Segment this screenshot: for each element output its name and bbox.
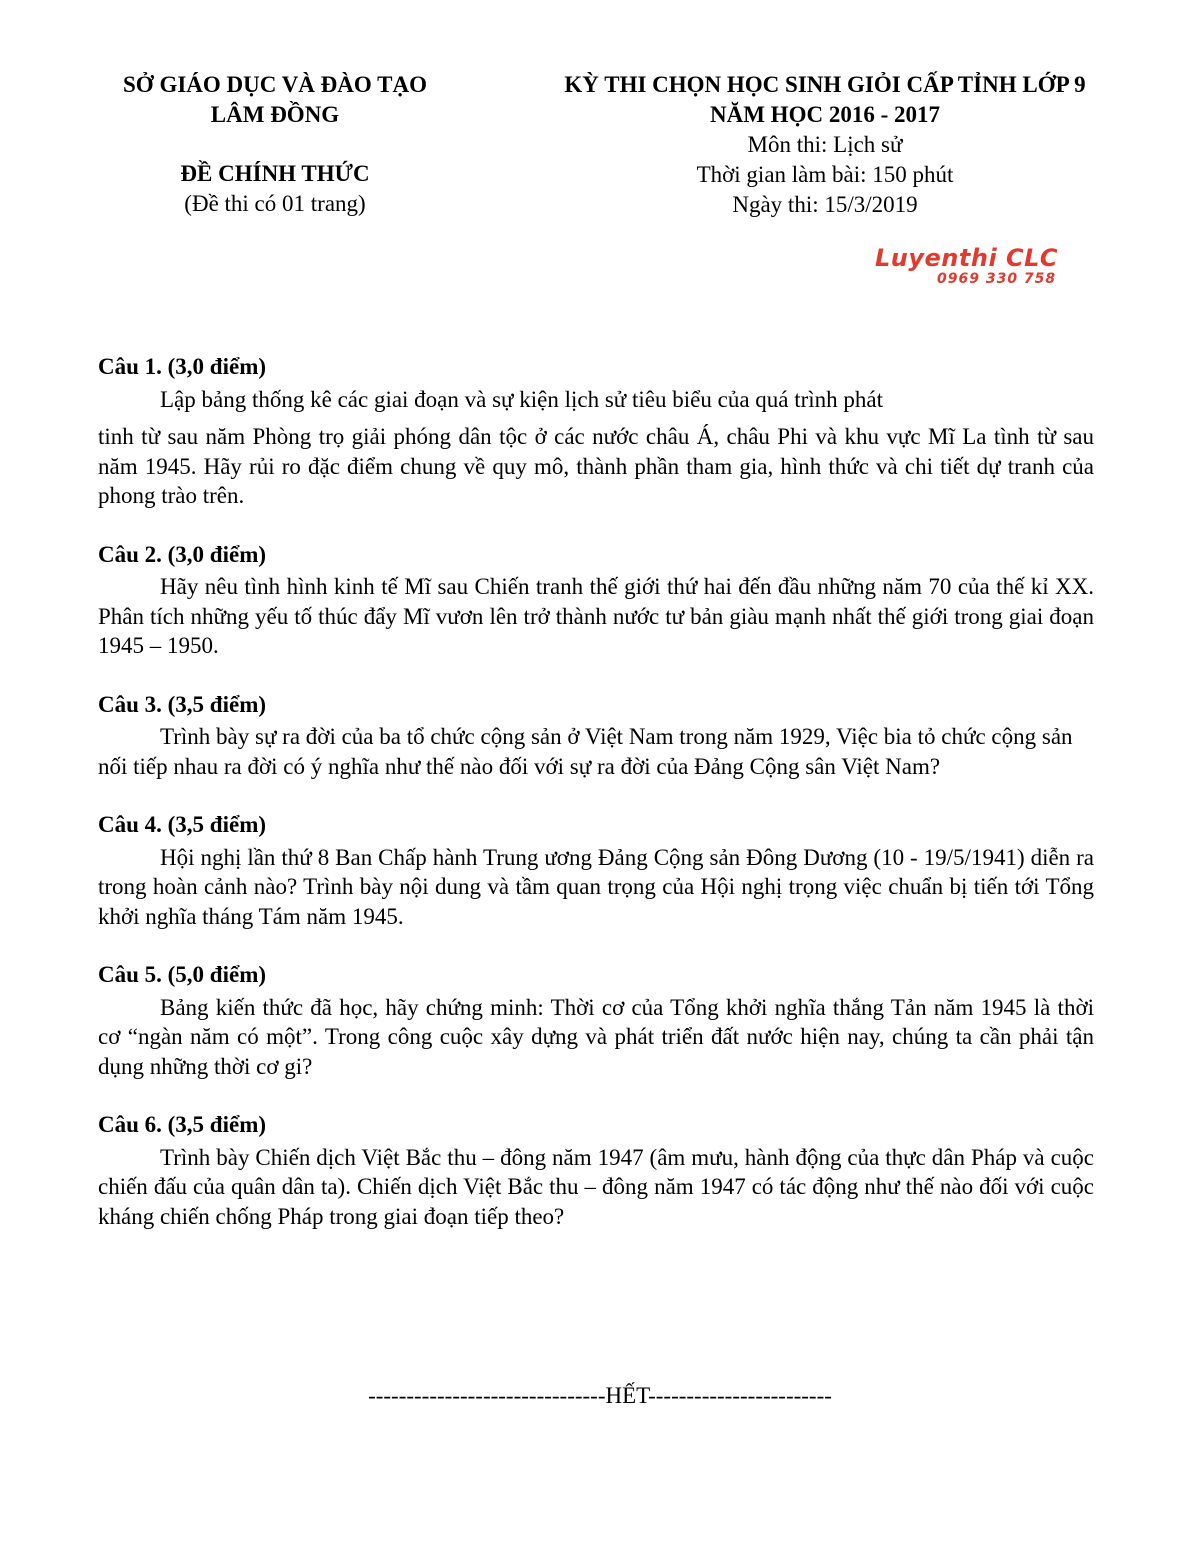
question-title: Câu 2. (3,0 điểm) [98, 541, 267, 567]
watermark-logo [875, 246, 1100, 286]
question-4 [98, 810, 1094, 931]
department-name-line2: LÂM ĐỒNG [210, 102, 340, 127]
question-body: Hãy nêu tình hình kinh tế Mĩ sau Chiến tranh thế giới thứ hai đến đầu những năm 70 của thế kỉ XX. Phân tích những yếu tố thúc đẩy Mĩ vươn lên trở thành nước tư bản giàu mạnh nhất thế giới trong giai đoạn 1945 – 1950. [98, 574, 1094, 658]
question-title: Câu 5. (5,0 điểm) [98, 962, 267, 987]
question-6 [98, 1110, 1094, 1231]
question-body: Trình bày Chiến dịch Việt Bắc thu – đông năm 1947 (âm mưu, hành động của thực dân Pháp và cuộc chiến đấu của quân dân ta). Chiến dịch Việt Bắc thu – đông năm 1947 có tác động như thế nào đối với cuộc kháng chiến chống Pháp trong giai đoạn tiếp theo? [98, 1144, 1094, 1229]
exam-title: KỲ THI CHỌN HỌC SINH GIỎI CẤP TỈNH LỚP 9 [564, 72, 1086, 97]
exam-duration: Thời gian làm bài: 150 phút [696, 162, 954, 187]
question-body: Hội nghị lần thứ 8 Ban Chấp hành Trung ương Đảng Cộng sản Đông Dương (10 - 19/5/1941) diễn ra trong hoàn cảnh nào? Trình bày nội dung và tầm quan trọng của Hội nghị trọng việc chuẩn bị tiến tới Tổng khởi nghĩa tháng Tám năm 1945. [98, 844, 1094, 929]
department-name-line1: SỞ GIÁO DỤC VÀ ĐÀO TẠO [123, 72, 427, 97]
question-body-first-line: Lập bảng thống kê các giai đoạn và sự kiện lịch sử tiêu biểu của quá trình phát [160, 386, 884, 412]
exam-subject: Môn thi: Lịch sử [747, 132, 903, 157]
end-of-exam-marker: -------------------------------HẾT------------------------ [368, 1383, 832, 1408]
watermark-phone: 0969 330 758 [937, 271, 1057, 287]
question-5 [98, 960, 1094, 1081]
school-year: NĂM HỌC 2016 - 2017 [710, 102, 940, 127]
question-body: tinh từ sau năm Phòng trọ giải phóng dân tộc ở các nước châu Á, châu Phi và khu vực Mĩ La tình từ sau năm 1945. Hãy rủi ro đặc điểm chung về quy mô, thành phần tham gia, hình thức và chi tiết dự tranh của phong trào trên. [98, 424, 1094, 508]
page-count-note: (Đề thi có 01 trang) [184, 191, 366, 216]
header-exam-info-block [520, 70, 1130, 220]
official-exam-label: ĐỀ CHÍNH THỨC [180, 161, 370, 186]
question-title: Câu 1. (3,0 điểm) [98, 354, 267, 379]
question-title: Câu 4. (3,5 điểm) [98, 812, 267, 837]
header-issuer-block [100, 70, 450, 219]
question-title: Câu 3. (3,5 điểm) [98, 691, 267, 717]
question-list [98, 352, 1094, 1260]
question-2 [98, 540, 1094, 661]
question-3 [98, 690, 1094, 782]
question-1 [98, 352, 1094, 511]
question-title: Câu 6. (3,5 điểm) [98, 1112, 267, 1137]
watermark-name: Luyenthi CLC [875, 244, 1059, 272]
question-body: Bảng kiến thức đã học, hãy chứng minh: Thời cơ của Tổng khởi nghĩa thắng Tản năm 1945 là thời cơ “ngàn năm có một”. Trong công cuộc xây dựng và phát triển đất nước hiện nay, chúng ta cần phải tận dụng những thời cơ gi? [98, 994, 1094, 1079]
question-body: Trình bày sự ra đời của ba tổ chức cộng sản ở Việt Nam trong năm 1929, Việc bia tỏ chức cộng sản nối tiếp nhau ra đời có ý nghĩa như thế nào đối với sự ra đời của Đảng Cộng sân Việt Nam? [98, 724, 1073, 779]
exam-date: Ngày thi: 15/3/2019 [732, 192, 918, 217]
